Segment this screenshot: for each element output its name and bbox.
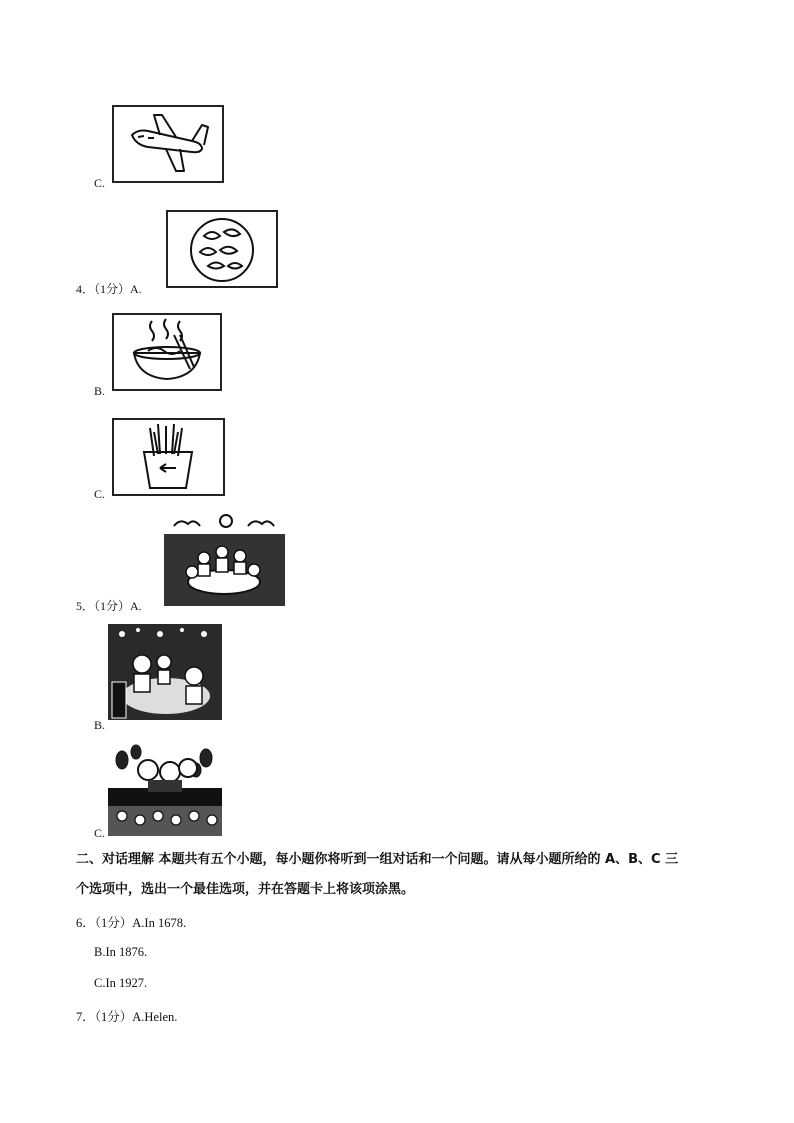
q5-option-b-label: B. — [94, 718, 106, 732]
family-dinner-picture — [164, 512, 285, 606]
section-2-line-2: 个选项中，选出一个最佳选项，并在答题卡上将该项涂黑。 — [76, 882, 415, 897]
family-moon-scene-icon — [164, 512, 285, 606]
french-fries-icon — [114, 420, 223, 494]
kids-festival-picture — [108, 624, 222, 720]
q7-option-a: A.Helen. — [132, 1010, 178, 1024]
q4-prefix: 4．（1分）A. — [76, 282, 142, 296]
q6-option-a-row — [76, 913, 186, 931]
q6-prefix: 6．（1分） — [76, 916, 133, 930]
q4-option-c-label: C. — [94, 487, 106, 501]
q6-option-c: C.In 1927. — [94, 976, 148, 990]
airplane-icon — [114, 107, 222, 181]
parade-balloons-icon — [108, 742, 222, 836]
section-2-instruction — [76, 845, 736, 905]
q3-option-c-label: C. — [94, 176, 106, 190]
q7-option-a-row — [76, 1007, 177, 1025]
q6-option-a: A.In 1678. — [132, 916, 187, 930]
airplane-picture — [112, 105, 224, 183]
q4-option-b-label: B. — [94, 384, 106, 398]
q5-prefix: 5．（1分）A. — [76, 599, 142, 613]
section-2-line-1: 二、对话理解 本题共有五个小题，每小题你将听到一组对话和一个问题。请从每小题所给的 A、B、C 三 — [76, 852, 679, 867]
q6-option-b: B.In 1876. — [94, 945, 148, 959]
noodle-bowl-icon — [114, 315, 220, 389]
dumplings-picture — [166, 210, 278, 288]
children-celebration-icon — [108, 624, 222, 720]
q7-prefix: 7．（1分） — [76, 1010, 133, 1024]
parade-picture — [108, 742, 222, 836]
q5-option-c-label: C. — [94, 826, 106, 840]
noodles-picture — [112, 313, 222, 391]
fries-picture — [112, 418, 225, 496]
dumplings-plate-icon — [168, 212, 276, 286]
